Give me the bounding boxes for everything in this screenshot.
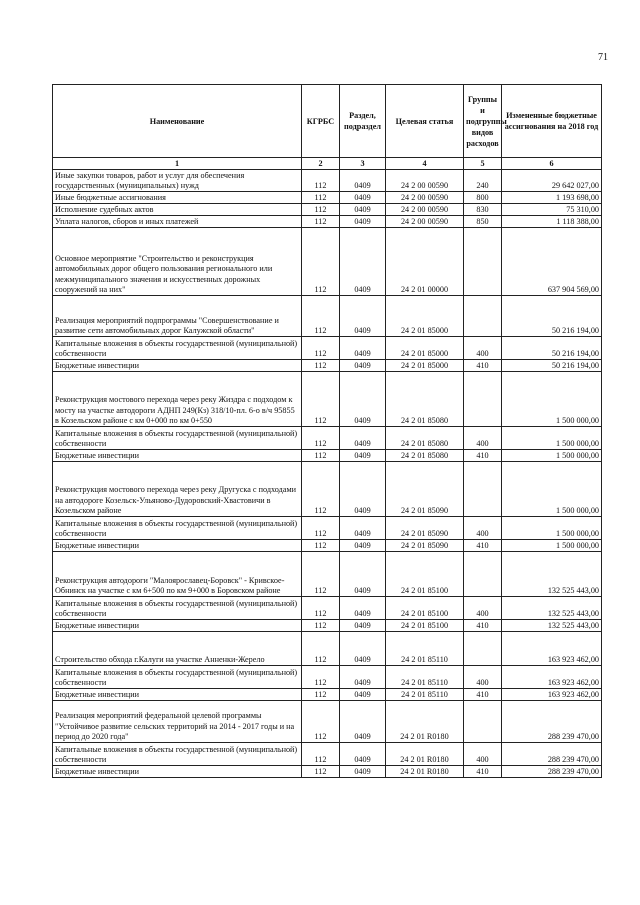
row-amount: 29 642 027,00	[502, 170, 602, 192]
row-kgrbs: 112	[302, 204, 340, 216]
row-target: 24 2 01 85000	[386, 296, 464, 337]
table-row	[53, 360, 602, 372]
row-target: 24 2 00 00590	[386, 192, 464, 204]
row-group: 850	[464, 216, 502, 228]
row-group	[464, 552, 502, 597]
row-name: Реконструкция автодороги "Малоярославец-Боровск" - Кривское-Обнинск на участке с км 6+500 по км 9+000 в Боровском районе	[53, 552, 302, 597]
row-name: Капитальные вложения в объекты государственной (муниципальной) собственности	[53, 597, 302, 620]
row-target: 24 2 01 85080	[386, 372, 464, 427]
column-number-row	[53, 158, 602, 170]
row-group	[464, 372, 502, 427]
row-kgrbs: 112	[302, 766, 340, 778]
row-target: 24 2 00 00590	[386, 204, 464, 216]
table-row	[53, 517, 602, 540]
row-amount: 1 500 000,00	[502, 540, 602, 552]
table-row	[53, 540, 602, 552]
row-kgrbs: 112	[302, 689, 340, 701]
row-section: 0409	[340, 450, 386, 462]
row-section: 0409	[340, 372, 386, 427]
row-section: 0409	[340, 552, 386, 597]
row-amount: 1 500 000,00	[502, 462, 602, 517]
row-target: 24 2 01 R0180	[386, 766, 464, 778]
table-row	[53, 632, 602, 666]
row-section: 0409	[340, 766, 386, 778]
table-row	[53, 427, 602, 450]
row-target: 24 2 01 R0180	[386, 743, 464, 766]
row-kgrbs: 112	[302, 192, 340, 204]
row-amount: 1 193 698,00	[502, 192, 602, 204]
table-row	[53, 450, 602, 462]
row-name: Капитальные вложения в объекты государственной (муниципальной) собственности	[53, 666, 302, 689]
table-row	[53, 462, 602, 517]
row-group: 400	[464, 517, 502, 540]
row-target: 24 2 01 85110	[386, 632, 464, 666]
row-section: 0409	[340, 228, 386, 296]
row-kgrbs: 112	[302, 216, 340, 228]
header-target: Целевая статья	[386, 85, 464, 158]
row-target: 24 2 01 85110	[386, 689, 464, 701]
row-group: 410	[464, 766, 502, 778]
row-section: 0409	[340, 517, 386, 540]
table-row	[53, 372, 602, 427]
row-kgrbs: 112	[302, 337, 340, 360]
table-row	[53, 620, 602, 632]
row-group: 410	[464, 689, 502, 701]
row-group: 410	[464, 360, 502, 372]
row-group: 400	[464, 427, 502, 450]
row-amount: 1 118 388,00	[502, 216, 602, 228]
row-kgrbs: 112	[302, 632, 340, 666]
row-amount: 288 239 470,00	[502, 743, 602, 766]
header-groups: Группы и подгруппы видов расходов	[464, 85, 502, 158]
header-amount: Измененные бюджетные ассигнования на 2018 год	[502, 85, 602, 158]
row-target: 24 2 01 85090	[386, 517, 464, 540]
row-amount: 75 310,00	[502, 204, 602, 216]
row-group: 240	[464, 170, 502, 192]
row-section: 0409	[340, 689, 386, 701]
row-name: Реализация мероприятий подпрограммы "Совершенствование и развитие сети автомобильных дорог Калужской области"	[53, 296, 302, 337]
table-row	[53, 337, 602, 360]
table-row	[53, 666, 602, 689]
header-name: Наименование	[53, 85, 302, 158]
row-target: 24 2 01 85100	[386, 597, 464, 620]
row-kgrbs: 112	[302, 597, 340, 620]
row-section: 0409	[340, 427, 386, 450]
table-row	[53, 689, 602, 701]
row-amount: 1 500 000,00	[502, 450, 602, 462]
row-amount: 50 216 194,00	[502, 360, 602, 372]
row-name: Бюджетные инвестиции	[53, 766, 302, 778]
row-amount: 132 525 443,00	[502, 597, 602, 620]
table-header	[53, 85, 602, 170]
row-kgrbs: 112	[302, 450, 340, 462]
column-number: 3	[340, 158, 386, 170]
row-name: Бюджетные инвестиции	[53, 689, 302, 701]
row-section: 0409	[340, 666, 386, 689]
row-amount: 1 500 000,00	[502, 517, 602, 540]
row-target: 24 2 01 85100	[386, 620, 464, 632]
table-row	[53, 216, 602, 228]
row-target: 24 2 01 85090	[386, 540, 464, 552]
row-amount: 132 525 443,00	[502, 552, 602, 597]
row-section: 0409	[340, 192, 386, 204]
row-kgrbs: 112	[302, 666, 340, 689]
table-row	[53, 228, 602, 296]
row-section: 0409	[340, 701, 386, 743]
column-number: 4	[386, 158, 464, 170]
column-number: 6	[502, 158, 602, 170]
row-name: Строительство обхода г.Калуги на участке Анненки-Жерело	[53, 632, 302, 666]
row-target: 24 2 00 00590	[386, 170, 464, 192]
row-group	[464, 462, 502, 517]
row-target: 24 2 01 85000	[386, 360, 464, 372]
row-amount: 1 500 000,00	[502, 427, 602, 450]
row-section: 0409	[340, 360, 386, 372]
row-group	[464, 228, 502, 296]
row-name: Иные закупки товаров, работ и услуг для обеспечения государственных (муниципальных) нужд	[53, 170, 302, 192]
row-kgrbs: 112	[302, 701, 340, 743]
row-target: 24 2 01 00000	[386, 228, 464, 296]
row-kgrbs: 112	[302, 360, 340, 372]
row-section: 0409	[340, 216, 386, 228]
row-amount: 163 923 462,00	[502, 632, 602, 666]
row-group: 400	[464, 743, 502, 766]
row-kgrbs: 112	[302, 552, 340, 597]
header-section: Раздел, подраздел	[340, 85, 386, 158]
row-kgrbs: 112	[302, 517, 340, 540]
table-body	[53, 170, 602, 778]
table-row	[53, 170, 602, 192]
row-target: 24 2 01 85000	[386, 337, 464, 360]
row-name: Основное мероприятие "Строительство и реконструкция автомобильных дорог общего пользования регионального или межмуниципального значения и искусственных дорожных сооружений на них"	[53, 228, 302, 296]
row-amount: 163 923 462,00	[502, 689, 602, 701]
row-group: 400	[464, 597, 502, 620]
row-target: 24 2 01 85080	[386, 450, 464, 462]
row-section: 0409	[340, 540, 386, 552]
row-kgrbs: 112	[302, 743, 340, 766]
row-amount: 288 239 470,00	[502, 701, 602, 743]
row-section: 0409	[340, 597, 386, 620]
row-group: 410	[464, 620, 502, 632]
row-group: 400	[464, 666, 502, 689]
row-group	[464, 296, 502, 337]
row-name: Реализация мероприятий федеральной целевой программы "Устойчивое развитие сельских территорий на 2014 - 2017 годы и на период до 2020 года"	[53, 701, 302, 743]
row-target: 24 2 00 00590	[386, 216, 464, 228]
row-section: 0409	[340, 337, 386, 360]
table-row	[53, 552, 602, 597]
column-number: 1	[53, 158, 302, 170]
row-name: Бюджетные инвестиции	[53, 450, 302, 462]
row-name: Бюджетные инвестиции	[53, 620, 302, 632]
row-amount: 50 216 194,00	[502, 337, 602, 360]
row-name: Бюджетные инвестиции	[53, 360, 302, 372]
row-name: Реконструкция мостового перехода через реку Другуска с подходами на автодороге Козельск-Ульяново-Дудоровский-Хвастовичи в Козельском районе	[53, 462, 302, 517]
row-amount: 1 500 000,00	[502, 372, 602, 427]
table-row	[53, 743, 602, 766]
row-amount: 132 525 443,00	[502, 620, 602, 632]
row-kgrbs: 112	[302, 427, 340, 450]
row-kgrbs: 112	[302, 372, 340, 427]
row-name: Капитальные вложения в объекты государственной (муниципальной) собственности	[53, 517, 302, 540]
row-name: Бюджетные инвестиции	[53, 540, 302, 552]
row-section: 0409	[340, 462, 386, 517]
row-name: Реконструкция мостового перехода через реку Жиздра с подходом к мосту на участке автодороги АДНП 249(Кз) 318/10-пл. 6-о в/ч 95855 в Козельском районе с км 0+000 по км 0+550	[53, 372, 302, 427]
row-group	[464, 632, 502, 666]
row-name: Уплата налогов, сборов и иных платежей	[53, 216, 302, 228]
row-section: 0409	[340, 170, 386, 192]
row-section: 0409	[340, 620, 386, 632]
table-row	[53, 192, 602, 204]
row-section: 0409	[340, 204, 386, 216]
column-number: 2	[302, 158, 340, 170]
table-row	[53, 597, 602, 620]
row-target: 24 2 01 85090	[386, 462, 464, 517]
row-section: 0409	[340, 743, 386, 766]
row-amount: 163 923 462,00	[502, 666, 602, 689]
row-group: 410	[464, 450, 502, 462]
header-kgrbs: КГРБС	[302, 85, 340, 158]
row-kgrbs: 112	[302, 296, 340, 337]
row-kgrbs: 112	[302, 620, 340, 632]
row-amount: 637 904 569,00	[502, 228, 602, 296]
row-kgrbs: 112	[302, 540, 340, 552]
page-number: 71	[598, 52, 608, 63]
row-amount: 288 239 470,00	[502, 766, 602, 778]
table-row	[53, 701, 602, 743]
row-group	[464, 701, 502, 743]
row-name: Капитальные вложения в объекты государственной (муниципальной) собственности	[53, 743, 302, 766]
budget-table	[52, 84, 602, 778]
table-row	[53, 204, 602, 216]
table-row	[53, 296, 602, 337]
row-kgrbs: 112	[302, 228, 340, 296]
table-row	[53, 766, 602, 778]
row-name: Капитальные вложения в объекты государственной (муниципальной) собственности	[53, 427, 302, 450]
row-group: 830	[464, 204, 502, 216]
row-target: 24 2 01 R0180	[386, 701, 464, 743]
row-target: 24 2 01 85080	[386, 427, 464, 450]
column-number: 5	[464, 158, 502, 170]
row-group: 410	[464, 540, 502, 552]
row-amount: 50 216 194,00	[502, 296, 602, 337]
row-kgrbs: 112	[302, 462, 340, 517]
row-kgrbs: 112	[302, 170, 340, 192]
row-target: 24 2 01 85110	[386, 666, 464, 689]
row-section: 0409	[340, 296, 386, 337]
row-target: 24 2 01 85100	[386, 552, 464, 597]
row-section: 0409	[340, 632, 386, 666]
row-name: Капитальные вложения в объекты государственной (муниципальной) собственности	[53, 337, 302, 360]
row-name: Исполнение судебных актов	[53, 204, 302, 216]
row-name: Иные бюджетные ассигнования	[53, 192, 302, 204]
row-group: 800	[464, 192, 502, 204]
row-group: 400	[464, 337, 502, 360]
